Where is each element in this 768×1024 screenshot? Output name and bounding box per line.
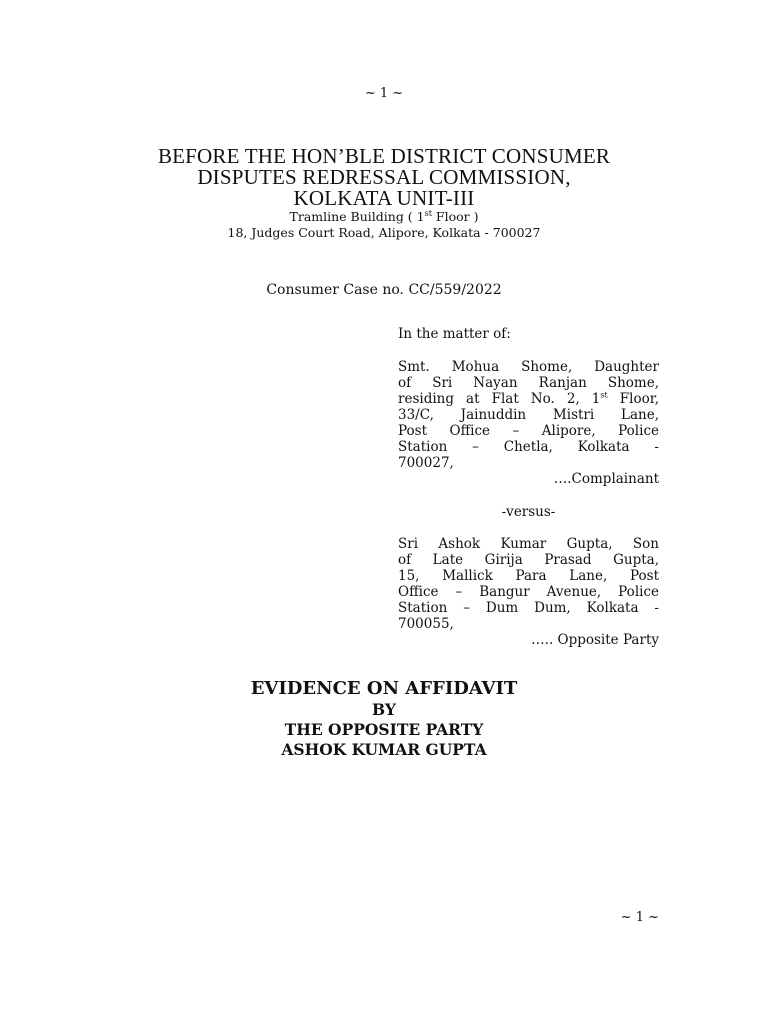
opposite-party-details — [398, 536, 659, 632]
court-title-line-2: DISPUTES REDRESSAL COMMISSION, — [197, 165, 571, 189]
court-building — [0, 209, 768, 225]
complainant-role: ….Complainant — [553, 471, 659, 487]
complainant-line-2: of Sri Nayan Ranjan Shome, — [398, 375, 659, 391]
matter-label: In the matter of: — [398, 326, 511, 342]
complainant-line-4: 33/C, Jainuddin Mistri Lane, — [398, 407, 659, 423]
opposite-party-line-6: 700055, — [398, 616, 454, 632]
title-evidence-on-affidavit: EVIDENCE ON AFFIDAVIT — [250, 678, 518, 699]
court-building-suffix: Floor ) — [431, 209, 479, 224]
opposite-party-line-4: Office – Bangur Avenue, Police — [398, 584, 659, 600]
complainant-line-3-prefix: residing at Flat No. 2, 1 — [398, 391, 601, 407]
complainant-line-6: Station – Chetla, Kolkata - — [398, 439, 659, 455]
title-deponent-name: ASHOK KUMAR GUPTA — [281, 740, 487, 759]
case-number: Consumer Case no. CC/559/2022 — [266, 282, 502, 298]
complainant-line-3 — [398, 391, 659, 407]
court-address: 18, Judges Court Road, Alipore, Kolkata - 700027 — [227, 225, 541, 240]
court-heading — [0, 146, 768, 241]
complainant-line-3-suffix: Floor, — [607, 391, 659, 407]
opposite-party-line-2: of Late Girija Prasad Gupta, — [398, 552, 659, 568]
page-number-top: ~ 1 ~ — [364, 86, 404, 101]
complainant-details — [398, 359, 659, 471]
court-building-prefix: Tramline Building ( 1 — [289, 209, 425, 224]
court-building-sup: st — [424, 208, 432, 218]
complainant-line-3-sup: st — [600, 390, 608, 400]
versus-label: -versus- — [501, 504, 556, 520]
complainant-line-7: 700027, — [398, 455, 454, 471]
complainant-line-1: Smt. Mohua Shome, Daughter — [398, 359, 659, 375]
document-title — [0, 678, 768, 760]
page-number-bottom: ~ 1 ~ — [620, 910, 659, 925]
title-by: BY — [372, 700, 396, 719]
opposite-party-line-1: Sri Ashok Kumar Gupta, Son — [398, 536, 659, 552]
court-title-line-1: BEFORE THE HON’BLE DISTRICT CONSUMER — [157, 144, 611, 168]
court-title-line-3: KOLKATA UNIT-III — [293, 186, 475, 210]
opposite-party-line-3: 15, Mallick Para Lane, Post — [398, 568, 659, 584]
title-opposite-party: THE OPPOSITE PARTY — [284, 720, 484, 739]
complainant-line-5: Post Office – Alipore, Police — [398, 423, 659, 439]
opposite-party-role: ….. Opposite Party — [531, 632, 659, 648]
opposite-party-line-5: Station – Dum Dum, Kolkata - — [398, 600, 659, 616]
